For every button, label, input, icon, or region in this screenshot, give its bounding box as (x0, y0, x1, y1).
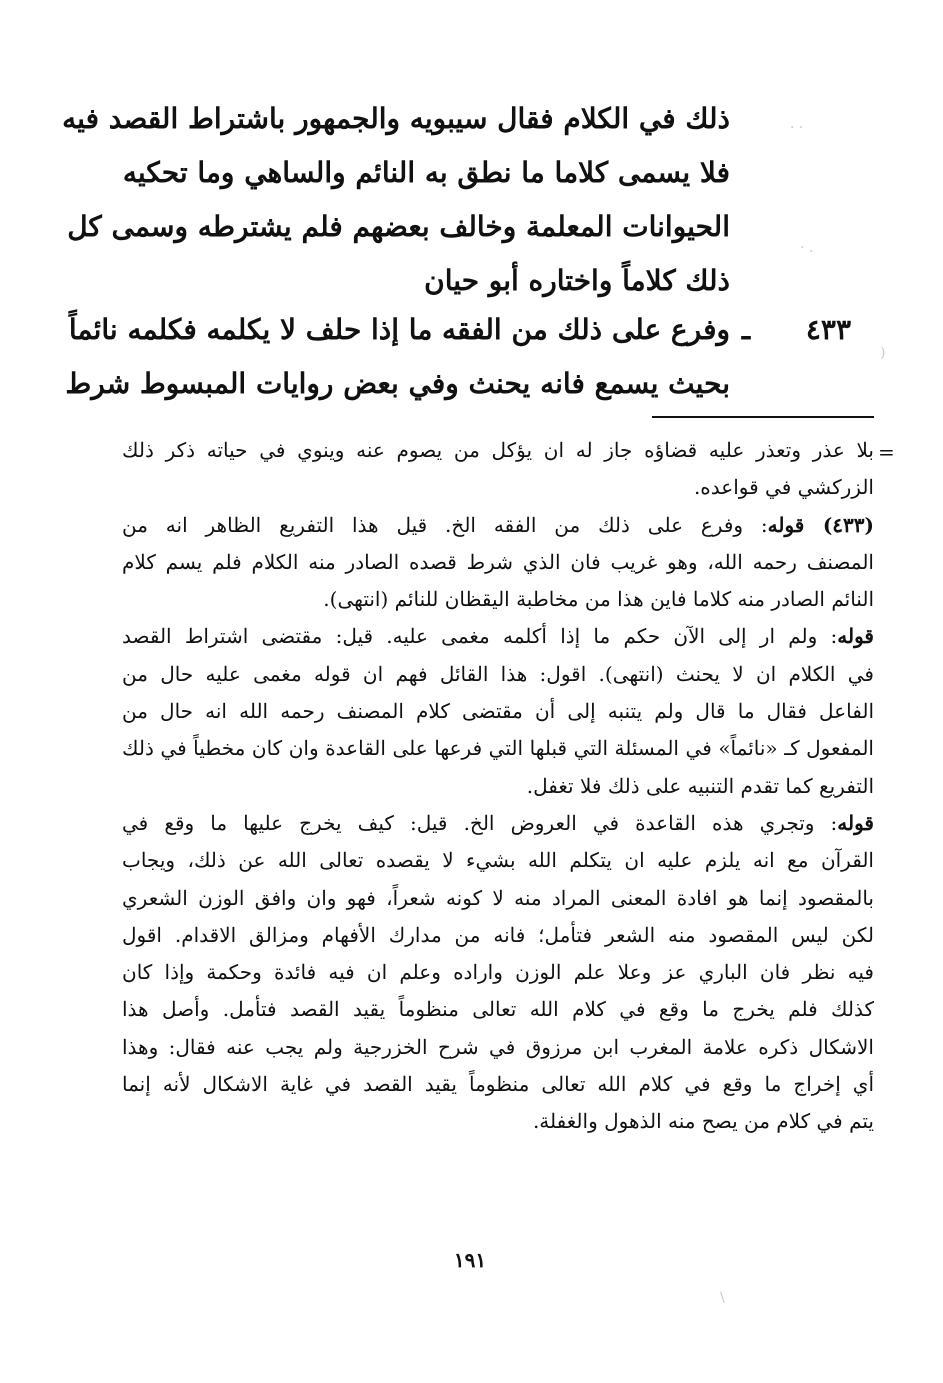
scan-speck: · . (800, 240, 814, 256)
item-text-line: بحيث يسمع فانه يحنث وفي بعض روايات المبسوط شرط (65, 367, 730, 400)
footnote-keyword: (٤٣٣) قوله (767, 512, 874, 537)
footnote-line (122, 581, 874, 618)
footnote-text: المفعول كـ «نائماً» في المسئلة التي قبلها التي فرعها على القاعدة وان كان مخطياً في ذلك (122, 736, 874, 761)
item-text-block (65, 303, 730, 411)
item-number: ٤٣٣ (805, 313, 851, 346)
footnote-text: الفاعل فقال ما قال ولم يتنبه إلى أن مقتضى كلام المصنف رحمه الله انه حال من (122, 699, 874, 724)
footnote-text: التفريع كما تقدم التنبيه على ذلك فلا تغفل. (526, 773, 874, 798)
main-text-block (62, 92, 730, 308)
footnote-text: كذلك فلم يخرج ما وقع في كلام الله تعالى منظوماً يقيد القصد فتأمل. وأصل هذا (122, 997, 874, 1022)
page-number: ١٩١ (453, 1248, 487, 1272)
footnote-line (122, 730, 874, 767)
footnote-text: : ولم ار إلى الآن حكم ما إذا أكلمه مغمى عليه. قيل: مقتضى اشتراط القصد (122, 624, 838, 649)
footnote-text: لكن ليس المقصود منه الشعر فتأمل؛ فانه من مدارك الأفهام ومزالق الاقدام. اقول (122, 922, 874, 947)
footnote-line (122, 1029, 874, 1066)
footnote-line (122, 693, 874, 730)
footnote-text: المصنف رحمه الله، وهو غريب فان الذي شرط قصده الصادر منه الكلام فلم يسم كلام (122, 549, 874, 574)
footnote-keyword: قوله (837, 810, 874, 835)
main-text-line: الحيوانات المعلمة وخالف بعضهم فلم يشترطه وسمى كل (67, 210, 730, 243)
footnote-text: فيه نظر فان الباري عز وعلا علم الوزن واراده وعلم ان فيه فائدة وحكمة وإذا كان (122, 960, 874, 985)
footnote-line (122, 1066, 874, 1103)
scan-speck: ) (880, 345, 886, 361)
scan-speck: \ (720, 1290, 725, 1306)
continuation-mark: = (878, 440, 895, 464)
footnote-line (122, 656, 874, 693)
footnote-line (122, 917, 874, 954)
item-dash: ـ (741, 313, 751, 346)
footnote-line (122, 544, 874, 581)
main-text-line: ذلك كلاماً واختاره أبو حيان (424, 264, 730, 297)
footnote-text: في الكلام ان لا يحنث (انتهى). اقول: هذا القائل فهم ان قوله مغمى عليه حال من (122, 661, 874, 686)
footnote-text: : وتجري هذه القاعدة في العروض الخ. قيل: كيف يخرج عليها ما وقع في (122, 810, 838, 835)
footnote-line (122, 991, 874, 1028)
footnote-text: بلا عذر وتعذر عليه قضاؤه جاز له ان يؤكل من يصوم عنه وينوي في حياته ذكر ذلك (122, 438, 874, 462)
footnote-text: أي إخراج ما وقع في كلام الله تعالى منظوماً يقيد القصد في غاية الاشكال لأنه إنما (122, 1072, 874, 1097)
main-text-line: فلا يسمى كلاما ما نطق به النائم والساهي وما تحكيه (122, 156, 730, 189)
footnote-separator (652, 416, 874, 418)
footnote-text: الزركشي في قواعده. (693, 475, 874, 500)
footnote-line (122, 954, 874, 991)
footnote-line (122, 507, 874, 544)
footnote-line (122, 880, 874, 917)
footnote-line (122, 1103, 874, 1140)
footnote-text: الاشكال ذكره علامة المغرب ابن مرزوق في شرح الخزرجية ولم يجب عنه فقال: وهذا (122, 1034, 874, 1059)
main-text-line: ذلك في الكلام فقال سيبويه والجمهور باشتراط القصد فيه (62, 102, 730, 135)
scan-speck: · · (790, 120, 804, 136)
item-text-line: وفرع على ذلك من الفقه ما إذا حلف لا يكلمه فكلمه نائماً (68, 313, 730, 346)
footnote-text: : وفرع على ذلك من الفقه الخ. قيل هذا التفريع الظاهر انه من (122, 512, 768, 537)
footnote-line (122, 432, 874, 469)
footnote-text: النائم الصادر منه كلاما فاين هذا من مخاطبة اليقظان للنائم (انتهى). (323, 587, 874, 612)
footnote-line (122, 842, 874, 879)
footnote-text: يتم في كلام من يصح منه الذهول والغفلة. (532, 1109, 874, 1134)
footnote-line (122, 618, 874, 655)
footnote-text: بالمقصود إنما هو افادة المعنى المراد منه لا كونه شعراً، فهو وان وافق الوزن الشعري (122, 885, 874, 910)
footnote-line (122, 469, 874, 506)
footnote-line (122, 768, 874, 805)
footnotes-block (122, 432, 874, 1141)
footnote-text: القرآن مع انه يلزم عليه ان يتكلم الله بشيء لا يقصده تعالى الله عن ذلك، ويجاب (122, 848, 874, 873)
footnote-line (122, 805, 874, 842)
footnote-keyword: قوله (837, 624, 874, 649)
